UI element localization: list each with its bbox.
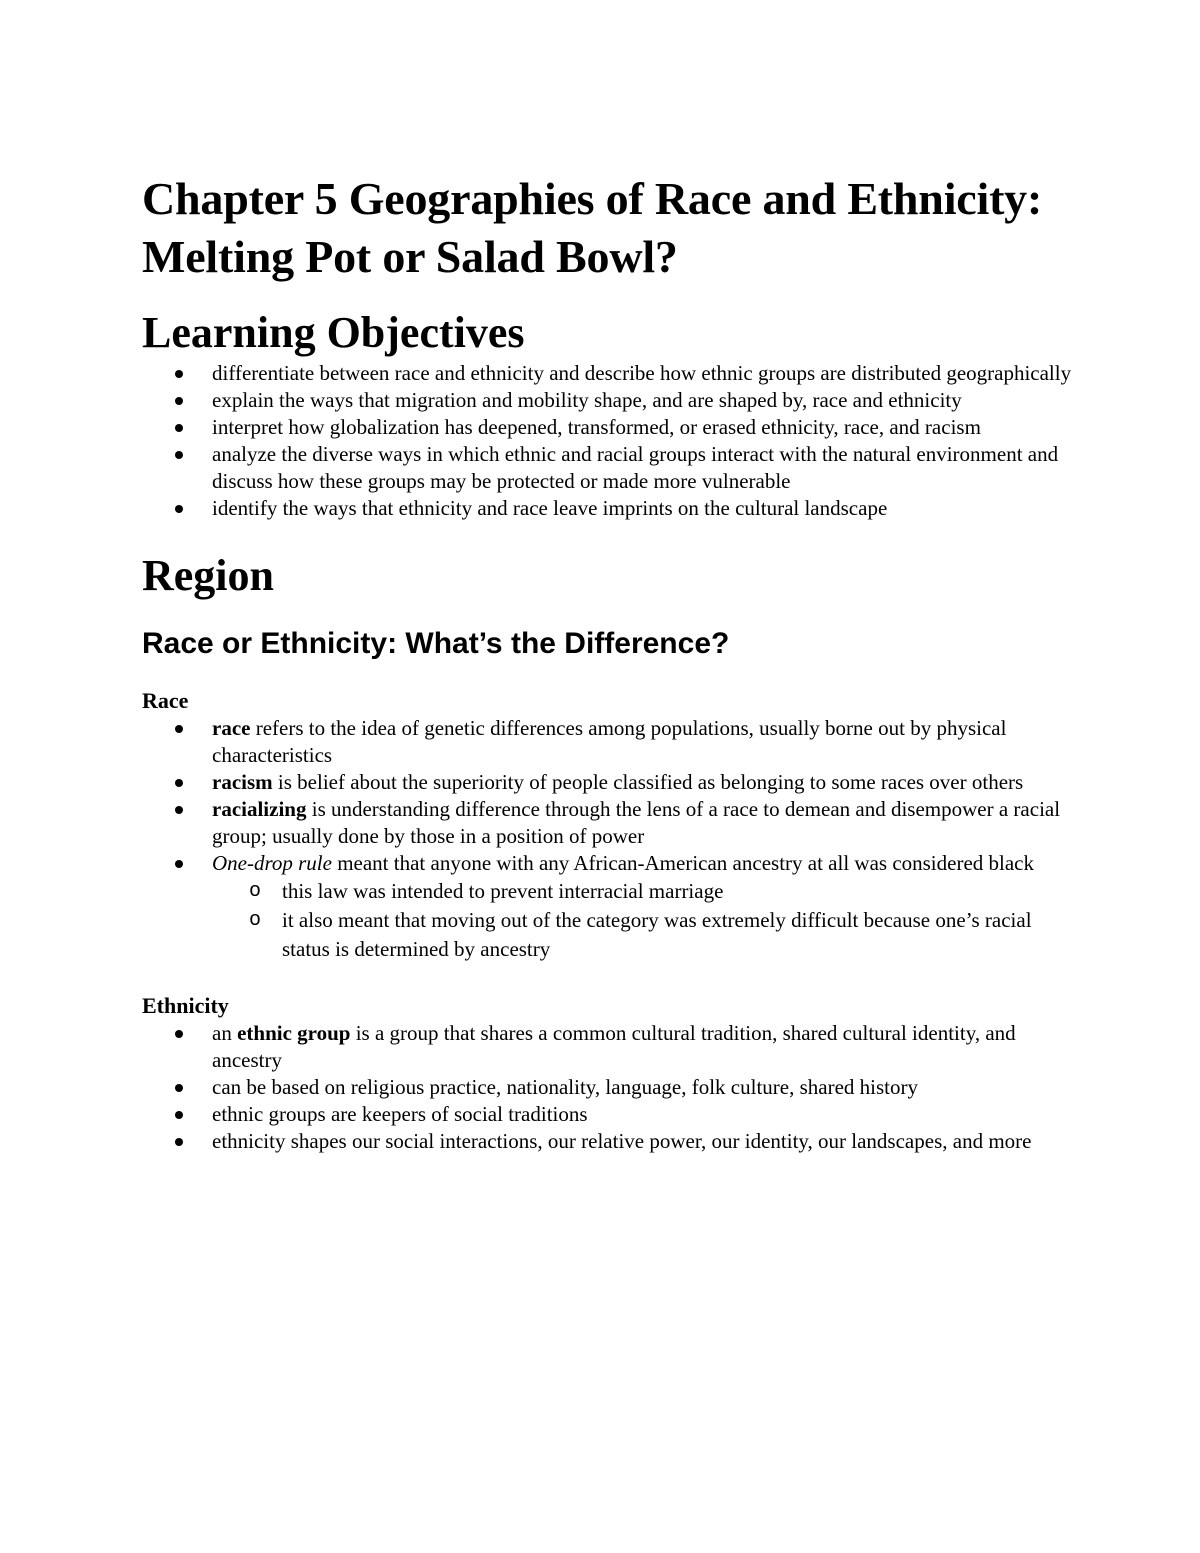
objective-text: identify the ways that ethnicity and race leave imprints on the cultural landscape: [212, 496, 888, 520]
term-one-drop-rule: One-drop rule: [212, 851, 332, 875]
ethnicity-subheading: Ethnicity: [142, 993, 229, 1018]
sub-list-item: [212, 877, 1072, 906]
bullet-icon: [175, 424, 183, 432]
list-item: [142, 441, 1072, 495]
definition-text: refers to the idea of genetic differences among populations, usually borne out by physical characteristics: [212, 716, 1007, 767]
list-item: [142, 715, 1072, 769]
definition-text: is a group that shares a common cultural tradition, shared cultural identity, and ancestry: [212, 1021, 1016, 1072]
definition-text: is belief about the superiority of people classified as belonging to some races over others: [272, 770, 1024, 794]
list-item: [142, 1101, 1072, 1128]
bullet-icon: [175, 806, 183, 814]
bullet-icon: [175, 451, 183, 459]
term-racism: racism: [212, 770, 273, 794]
bullet-icon: [175, 1030, 183, 1038]
bullet-icon: [175, 1138, 183, 1146]
list-item: [142, 360, 1072, 387]
circle-bullet-icon: o: [249, 909, 262, 932]
objective-text: explain the ways that migration and mobility shape, and are shaped by, race and ethnicity: [212, 388, 962, 412]
sub-item-text: this law was intended to prevent interracial marriage: [282, 879, 724, 903]
learning-objectives-list: [142, 360, 1072, 522]
document-page: [142, 170, 1072, 1155]
bullet-icon: [175, 1084, 183, 1092]
term-ethnic-group: ethnic group: [237, 1021, 351, 1045]
learning-objectives-heading: Learning Objectives: [142, 308, 525, 357]
list-item: [142, 1128, 1072, 1155]
list-item: [142, 414, 1072, 441]
list-item: [142, 796, 1072, 850]
bullet-icon: [175, 725, 183, 733]
sub-item-text: it also meant that moving out of the category was extremely difficult because one’s racial status is determined by ancestry: [282, 908, 1032, 961]
race-subheading: Race: [142, 688, 189, 713]
item-text: ethnicity shapes our social interactions, our relative power, our identity, our landscapes, and more: [212, 1129, 1032, 1153]
race-definitions-list: [142, 715, 1072, 964]
prefix-text: an: [212, 1021, 238, 1045]
definition-text: meant that anyone with any African-American ancestry at all was considered black: [331, 851, 1035, 875]
region-heading: Region: [142, 551, 274, 600]
list-item: [142, 769, 1072, 796]
bullet-icon: [175, 370, 183, 378]
list-item: [142, 1074, 1072, 1101]
race-or-ethnicity-heading: Race or Ethnicity: What’s the Difference?: [142, 627, 730, 660]
item-text: can be based on religious practice, nationality, language, folk culture, shared history: [212, 1075, 918, 1099]
bullet-icon: [175, 397, 183, 405]
list-item: [142, 495, 1072, 522]
one-drop-rule-sublist: [142, 877, 1072, 964]
objective-text: interpret how globalization has deepened, transformed, or erased ethnicity, race, and racism: [212, 415, 981, 439]
bullet-icon: [175, 779, 183, 787]
bullet-icon: [175, 505, 183, 513]
item-text: ethnic groups are keepers of social traditions: [212, 1102, 588, 1126]
bullet-icon: [175, 1111, 183, 1119]
list-item: [142, 850, 1072, 964]
term-racializing: racializing: [212, 797, 307, 821]
circle-bullet-icon: o: [249, 880, 262, 903]
bullet-icon: [175, 860, 183, 868]
term-race: race: [212, 716, 251, 740]
objective-text: differentiate between race and ethnicity and describe how ethnic groups are distributed geographically: [212, 361, 1072, 385]
list-item: [142, 1020, 1072, 1074]
definition-text: is understanding difference through the lens of a race to demean and disempower a racial group; usually done by those in a position of power: [212, 797, 1061, 848]
ethnicity-definitions-list: [142, 1020, 1072, 1155]
objective-text: analyze the diverse ways in which ethnic and racial groups interact with the natural environment and discuss how these groups may be protected or made more vulnerable: [212, 442, 1059, 493]
sub-list-item: [212, 906, 1072, 964]
chapter-title: Chapter 5 Geographies of Race and Ethnicity: Melting Pot or Salad Bowl?: [142, 173, 1043, 282]
list-item: [142, 387, 1072, 414]
